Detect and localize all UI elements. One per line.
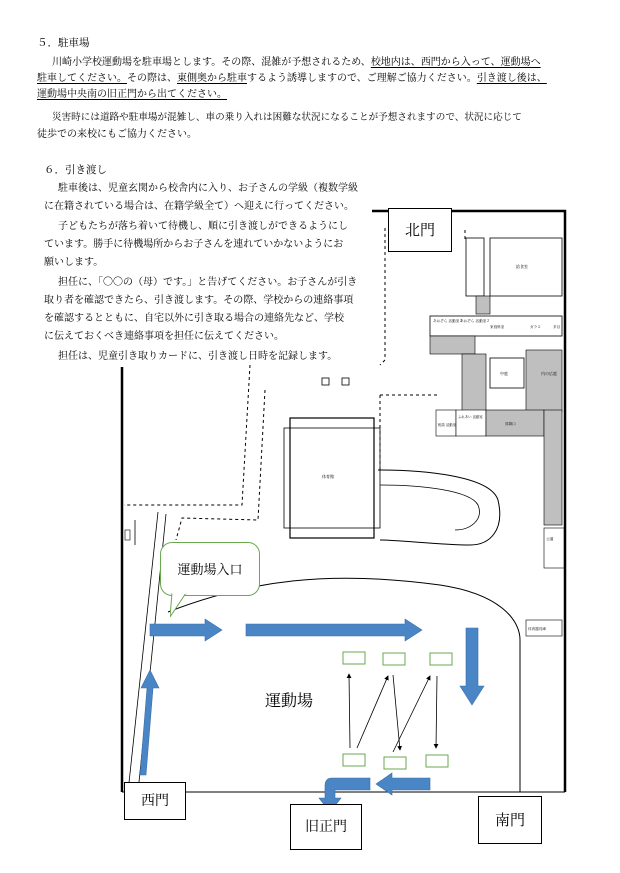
flow-arrow <box>393 676 430 752</box>
section6-line: 取り者を確認できたら、引き渡します。その際、学校からの連絡事項 <box>44 295 354 306</box>
arrow-up-icon <box>140 670 159 775</box>
field-label: 運動場 <box>264 691 313 710</box>
section5-line: 運動場中央南の旧正門から出てください。 <box>37 89 227 100</box>
chuniwa-label: 中庭 <box>500 371 508 376</box>
sodan-label: 相談 活動室 <box>438 423 457 427</box>
south-gate-label: 南門 <box>478 796 542 844</box>
west-gate-label: 西門 <box>124 782 186 820</box>
drive-loop-inner <box>380 485 479 530</box>
section6-line: に在籍されている場合は、在籍学級全て）へ迎えに行ってください。 <box>44 201 354 212</box>
section6-line: 願いします。 <box>44 257 104 268</box>
drive-loop <box>378 470 500 545</box>
arrow-down-icon <box>460 628 484 705</box>
map-frame-right <box>372 211 565 792</box>
text-span-underlined: 校地内は、西門から入って、運動場へ <box>370 57 541 68</box>
flow-arrow <box>349 674 350 748</box>
flow-arrow <box>436 676 437 748</box>
callout-text: 運動場入口 <box>177 563 243 578</box>
text-span: その際は、 <box>127 73 177 84</box>
parking-spot <box>384 757 406 769</box>
flow-arrow <box>393 675 400 750</box>
callout-tail <box>170 593 190 619</box>
section5-line: 徒歩での来校にもご協力ください。 <box>37 129 197 140</box>
flow-arrows <box>349 674 437 752</box>
parking-spot <box>426 755 448 767</box>
building-gray <box>544 410 562 525</box>
section6-line: ています。勝手に待機場所からお子さんを連れていかないようにお <box>44 239 344 250</box>
callout-field-entrance <box>160 542 260 596</box>
parking-spot <box>343 754 365 766</box>
classroom-label: 家庭科室 <box>490 325 505 329</box>
section6-line: に伝えておくべき連絡事項を担任に伝えてください。 <box>44 331 284 342</box>
classroom-label: あおぞら 活動室２ <box>460 319 490 323</box>
arrow-right-icon <box>246 619 422 641</box>
text-span: するよう誘導しますので、ご理解ご協力ください。 <box>247 73 477 84</box>
building-gray <box>430 336 475 354</box>
gym-label: 体育館 <box>322 474 334 479</box>
classroom-label: 多目 <box>553 325 561 329</box>
parking-spot <box>343 652 365 664</box>
small-structure <box>322 378 329 385</box>
text-span-underlined: 駐車してください。 <box>37 73 127 84</box>
section6-line: 担任は、児童引き取りカードに、引き渡し日時を記録します。 <box>58 351 338 362</box>
boundary-dashed <box>124 365 250 505</box>
text-span: 川崎小学校運動場を駐車場とします。その際、混雑が予想されるため、 <box>52 57 371 68</box>
building-gray <box>462 354 486 412</box>
north-gate-label: 北門 <box>388 208 452 252</box>
taiiku-kigu-label: 体育器具庫 <box>528 627 546 631</box>
boundary-dashed <box>176 390 265 540</box>
kyushoku-label: 給食室 <box>516 264 528 269</box>
kouensha-label: 公議 <box>546 537 554 541</box>
section5-heading: ５．駐車場 <box>37 37 90 49</box>
section6-heading: ６．引き渡し <box>44 164 107 176</box>
building-gray <box>526 350 562 412</box>
fureai-room <box>456 410 486 436</box>
uchinoniwa-label: 内の広庭 <box>541 371 557 376</box>
text-span-underlined: 東側奥から駐車 <box>177 73 247 84</box>
arrow-right-icon <box>150 619 222 641</box>
classroom-label: あおぞら 活動室１ <box>433 319 463 323</box>
field-label-box <box>254 686 324 716</box>
old-main-gate-label: 旧正門 <box>290 804 362 850</box>
building <box>476 296 490 314</box>
fureai-label: ふれあい 活動室 <box>458 415 483 419</box>
section6-line: を確認するとともに、自宅以外に引き取る場合の連絡先など、学校 <box>44 313 344 324</box>
building <box>544 528 564 568</box>
text-span-underlined: 引き渡し後は、 <box>476 73 547 84</box>
parking-spots <box>343 652 452 769</box>
section6-line: 担任に、「〇〇の（母）です。」と告げてください。お子さんが引き <box>58 277 358 288</box>
genkan-label: 昇降口 <box>505 422 516 426</box>
parking-spot <box>430 653 452 665</box>
section6-line: 駐車後は、児童玄関から校舎内に入り、お子さんの学級（複数学級 <box>58 183 358 194</box>
building <box>466 238 484 296</box>
classroom-label: ガラス <box>530 325 541 329</box>
section5-line: 災害時には道路や駐車場が混雑し、車の乗り入れは困難な状況になることが予想されますので、状況に応じて <box>52 112 522 123</box>
section6-line: 子どもたちが落ち着いて待機し、順に引き渡しができるようにし <box>58 221 348 232</box>
parking-spot <box>383 653 405 665</box>
flow-arrow <box>357 676 388 748</box>
post <box>125 530 130 540</box>
boundary-dashed <box>380 228 385 365</box>
small-structure <box>342 378 349 385</box>
